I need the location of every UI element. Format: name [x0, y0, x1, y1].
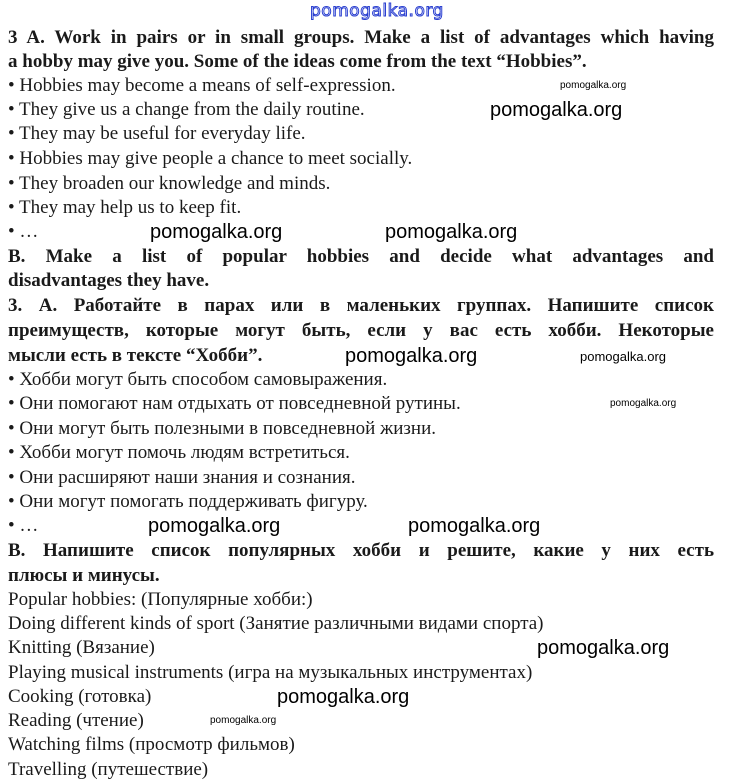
watermark-top: pomogalka.org [310, 1, 444, 21]
list-item: • Хобби могут быть способом самовыражения. [8, 369, 388, 390]
list-item: • Hobbies may give people a chance to meet socially. [8, 148, 413, 169]
task-3a-heading-line-1: 3 A. Work in pairs or in small groups. Make a list of advantages which having [8, 27, 714, 48]
list-item: • Они могут быть полезными в повседневной жизни. [8, 418, 436, 439]
task-3a-ru-heading-line-2: преимуществ, которые могут быть, если у вас есть хобби. Некоторые [8, 320, 714, 341]
hobby-item: Knitting (Вязание) [8, 637, 155, 658]
list-item: • Hobbies may become a means of self-expression. [8, 75, 396, 96]
hobby-item: Reading (чтение) [8, 710, 144, 731]
list-item: • … [8, 515, 39, 536]
watermark: pomogalka.org [580, 349, 666, 364]
list-item: • They give us a change from the daily routine. [8, 99, 365, 120]
task-b-ru-heading-line-1: В. Напишите список популярных хобби и решите, какие у них есть [8, 540, 714, 561]
watermark: pomogalka.org [385, 221, 518, 243]
list-item: • They may be useful for everyday life. [8, 123, 306, 144]
watermark: pomogalka.org [150, 221, 283, 243]
list-item: • They may help us to keep fit. [8, 197, 242, 218]
task-b-ru-heading-line-2: плюсы и минусы. [8, 565, 160, 586]
task-3a-ru-heading-line-3: мысли есть в тексте “Хобби”. [8, 345, 263, 366]
hobby-item: Doing different kinds of sport (Занятие различными видами спорта) [8, 613, 544, 634]
list-item: • Они могут помогать поддерживать фигуру. [8, 491, 368, 512]
hobbies-title: Popular hobbies: (Популярные хобби:) [8, 589, 313, 610]
task-b-heading-line-1: B. Make a list of popular hobbies and decide what advantages and [8, 246, 714, 267]
hobby-item: Travelling (путешествие) [8, 759, 209, 780]
hobby-item: Watching films (просмотр фильмов) [8, 734, 295, 755]
watermark: pomogalka.org [610, 398, 677, 409]
watermark: pomogalka.org [345, 345, 478, 367]
watermark: pomogalka.org [490, 99, 623, 121]
hobby-item: Playing musical instruments (игра на музыкальных инструментах) [8, 662, 533, 683]
task-3a-ru-heading-line-1: 3. А. Работайте в парах или в маленьких группах. Напишите список [8, 295, 714, 316]
watermark: pomogalka.org [277, 686, 410, 708]
list-item: • They broaden our knowledge and minds. [8, 173, 331, 194]
hobby-item: Cooking (готовка) [8, 686, 152, 707]
watermark: pomogalka.org [408, 515, 541, 537]
list-item: • Хобби могут помочь людям встретиться. [8, 442, 350, 463]
list-item: • … [8, 221, 39, 242]
list-item: • Они помогают нам отдыхать от повседневной рутины. [8, 393, 461, 414]
watermark: pomogalka.org [148, 515, 281, 537]
watermark: pomogalka.org [537, 637, 670, 659]
list-item: • Они расширяют наши знания и сознания. [8, 467, 356, 488]
task-b-heading-line-2: disadvantages they have. [8, 270, 210, 291]
watermark: pomogalka.org [210, 715, 277, 726]
task-3a-heading-line-2: a hobby may give you. Some of the ideas come from the text “Hobbies”. [8, 51, 587, 72]
watermark: pomogalka.org [560, 80, 627, 91]
